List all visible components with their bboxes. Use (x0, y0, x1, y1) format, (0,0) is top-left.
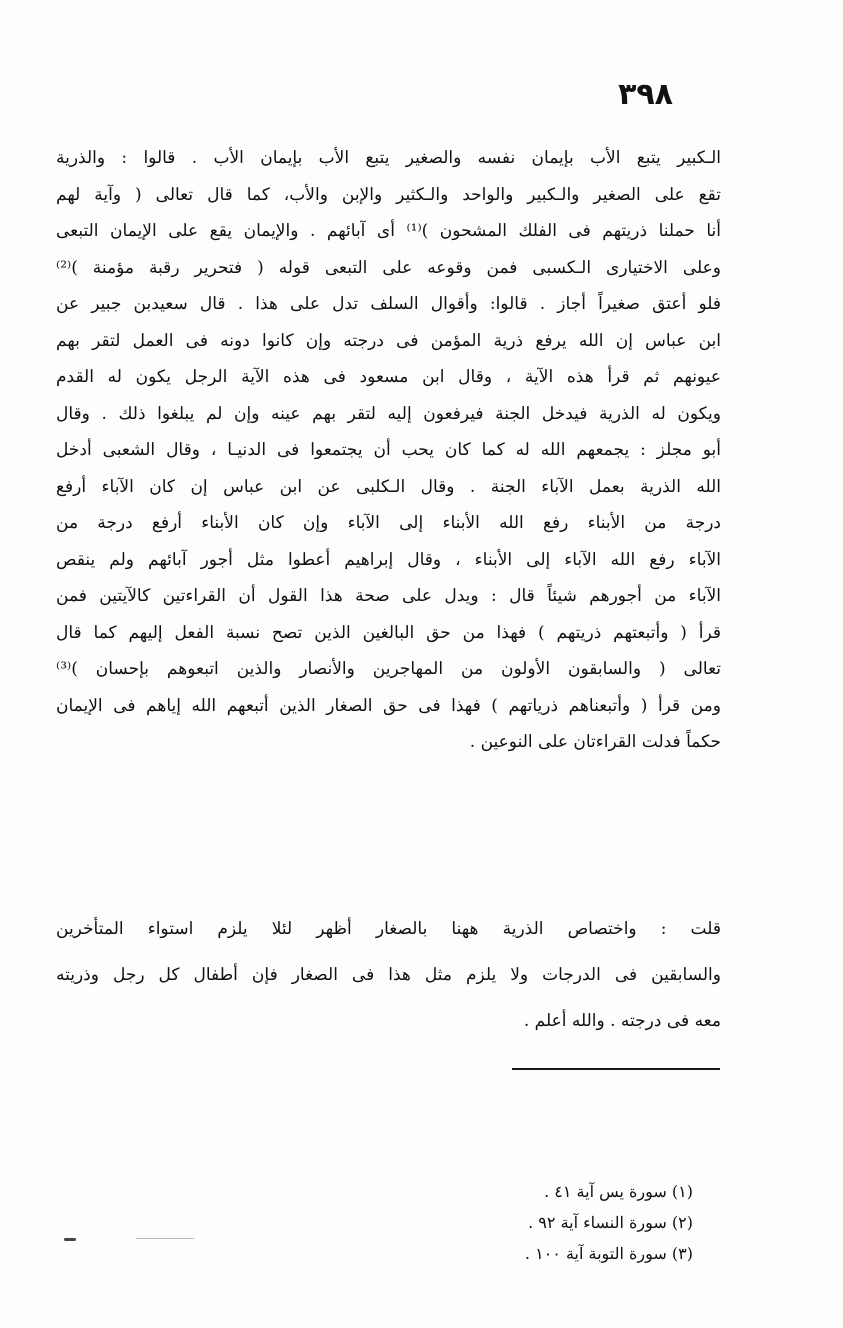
text-line: أنا حملنا ذريتهم فى الفلك المشحون )⁽¹⁾ أى آبائهم . والإيمان يقع على الإيمان التبعى (56, 221, 721, 241)
text-line: ويكون له الذرية فيدخل الجنة فيرفعون إليه لتقر بهم عينه وإن لم يبلغوا ذلك . وقال (56, 403, 721, 424)
text-line: الـكبير يتبع الأب بإيمان نفسه والصغير يتبع الأب بإيمان الأب . قالوا : والذرية (56, 148, 721, 168)
text-line: قرأ ( وأتبعتهم ذريتهم ) فهذا من حق البالغين الذين تصح نسبة الفعل إليهم كما قال (56, 622, 721, 643)
footnote: (٣) سورة التوبة آية ١٠٠ . (524, 1244, 693, 1263)
footnote: (١) سورة يس آية ٤١ . (544, 1182, 693, 1201)
footnotes (393, 1176, 693, 1269)
page-number: ٣٩٨ (618, 77, 673, 112)
text-line: ومن قرأ ( وأتبعناهم ذرياتهم ) فهذا فى حق الصغار الذين أتبعهم الله إياهم فى الإيمان (56, 695, 721, 716)
text-line: معه فى درجته . والله أعلم . (523, 1011, 721, 1031)
text-line: والسابقين فى الدرجات ولا يلزم مثل هذا فى الصغار فإن أطفال كل رجل وذريته (56, 965, 721, 985)
text-line: أبو مجلز : يجمعهم الله له كما كان يحب أن يجتمعوا فى الدنيـا ، وقال الشعبى أدخل (56, 440, 721, 460)
print-mark (136, 1238, 194, 1239)
text-line: الله الذرية بعمل الآباء الجنة . وقال الـكلبى عن ابن عباس إن كان الآباء أرفع (56, 476, 721, 497)
text-line: حكماً فدلت القراءتان على النوعين . (469, 732, 721, 752)
text-line: عيونهم ثم قرأ هذه الآية ، وقال ابن مسعود فى هذه الآية الرجل يكون له القدم (56, 367, 721, 387)
text-line: الآباء من أجورهم شيئاً قال : ويدل على صحة هذا القول أن القراءتين كالآيتين فمن (56, 586, 721, 606)
footnote: (٢) سورة النساء آية ٩٢ . (528, 1213, 693, 1232)
text-line: قلت : واختصاص الذرية ههنا بالصغار أظهر لئلا يلزم استواء المتأخرين (56, 919, 721, 939)
main-paragraph (56, 140, 721, 761)
print-speck (64, 1238, 76, 1241)
text-line: وعلى الاختيارى الـكسبى فمن وقوعه على التبعى قوله ( فتحرير رقبة مؤمنة )⁽²⁾ (56, 257, 721, 278)
text-line: الآباء رفع الله الآباء إلى الأبناء ، وقال إبراهيم أعطوا مثل أجور آبائهم ولم ينقص (56, 549, 721, 570)
text-line: درجة من الأبناء رفع الله الأبناء إلى الآباء وإن كان الأبناء أرفع درجة من (56, 513, 721, 533)
text-line: فلو أعتق صغيراً أجاز . قالوا: وأقوال السلف تدل على هذا . قال سعيدبن جبير عن (56, 294, 721, 314)
text-line: ابن عباس إن الله يرفع ذرية المؤمن فى درجته وإن كانوا دونه فى العمل لتقر بهم (56, 330, 721, 351)
footnote-separator (512, 1068, 720, 1070)
text-line: تعالى ( والسابقون الأولون من المهاجرين والأنصار والذين اتبعوهم بإحسان )⁽³⁾ (56, 659, 721, 679)
text-line: تقع على الصغير والـكبير والواحد والـكثير والإبن والأب، كما قال تعالى ( وآية لهم (56, 184, 721, 205)
author-note-paragraph (56, 906, 721, 1044)
